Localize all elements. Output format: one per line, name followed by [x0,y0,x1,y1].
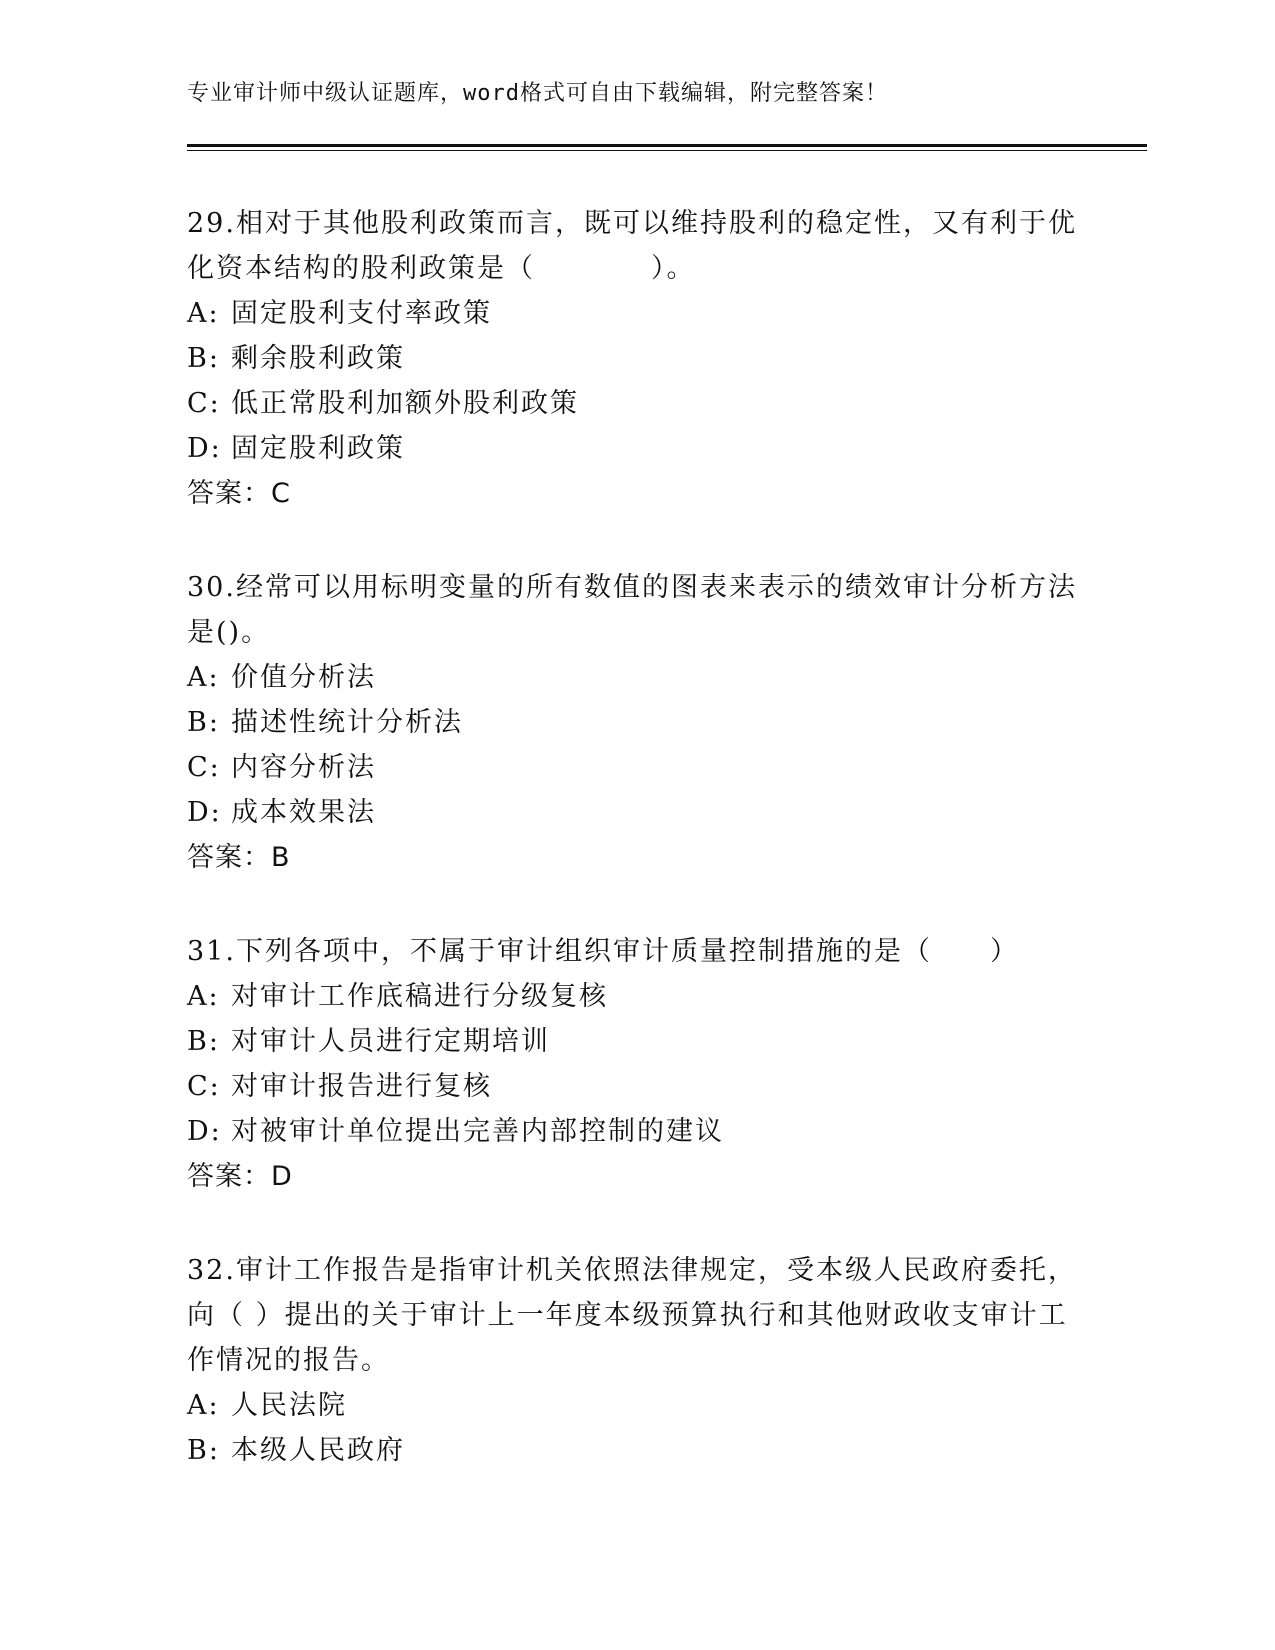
option-b [187,700,1087,745]
header-rule-thin [187,150,1147,151]
option-c [187,381,1087,426]
option-text: 价值分析法 [231,662,376,693]
option-text: 内容分析法 [231,752,376,783]
option-a [187,291,1087,336]
question-stem: 30.经常可以用标明变量的所有数值的图表来表示的绩效审计分析方法是()。 [187,572,1077,648]
option-key: D: [187,1116,222,1147]
question-29 [187,201,1087,517]
header-rule [187,144,1147,147]
option-b [187,1428,1087,1473]
answer-line: 答案：B [187,842,291,873]
option-key: A: [187,298,220,329]
question-32 [187,1248,1087,1473]
option-a [187,655,1087,700]
option-key: D: [187,433,222,464]
option-text: 人民法院 [231,1390,347,1421]
question-31 [187,929,1087,1200]
option-text: 低正常股利加额外股利政策 [231,388,579,419]
option-key: C: [187,388,221,419]
option-a [187,974,1087,1019]
option-key: C: [187,752,221,783]
option-key: D: [187,797,222,828]
option-text: 成本效果法 [231,797,376,828]
answer-line: 答案：C [187,478,291,509]
question-stem: 29.相对于其他股利政策而言，既可以维持股利的稳定性，又有利于优化资本结构的股利政策是（ ）。 [187,208,1077,284]
option-key: A: [187,981,220,1012]
answer-line: 答案：D [187,1161,293,1192]
question-30 [187,565,1087,881]
question-stem: 32.审计工作报告是指审计机关依照法律规定，受本级人民政府委托，向（ ）提出的关于审计上一年度本级预算执行和其他财政收支审计工作情况的报告。 [187,1255,1077,1376]
option-a [187,1383,1087,1428]
option-d [187,1109,1087,1154]
option-d [187,790,1087,835]
option-c [187,745,1087,790]
option-b [187,336,1087,381]
option-key: B: [187,343,220,374]
option-d [187,426,1087,471]
option-key: B: [187,707,220,738]
option-text: 对审计人员进行定期培训 [231,1026,550,1057]
page-header: 专业审计师中级认证题库，word格式可自由下载编辑，附完整答案！ [187,81,888,106]
option-text: 描述性统计分析法 [231,707,463,738]
option-key: C: [187,1071,221,1102]
option-text: 对审计工作底稿进行分级复核 [231,981,608,1012]
option-text: 本级人民政府 [231,1435,405,1466]
option-text: 固定股利支付率政策 [231,298,492,329]
option-text: 剩余股利政策 [231,343,405,374]
question-stem: 31.下列各项中，不属于审计组织审计质量控制措施的是（ ） [187,936,1019,967]
option-text: 对审计报告进行复核 [231,1071,492,1102]
option-key: B: [187,1435,220,1466]
option-key: A: [187,662,220,693]
question-list [187,201,1087,1521]
option-key: A: [187,1390,220,1421]
option-key: B: [187,1026,220,1057]
option-text: 对被审计单位提出完善内部控制的建议 [231,1116,724,1147]
option-c [187,1064,1087,1109]
option-text: 固定股利政策 [231,433,405,464]
option-b [187,1019,1087,1064]
